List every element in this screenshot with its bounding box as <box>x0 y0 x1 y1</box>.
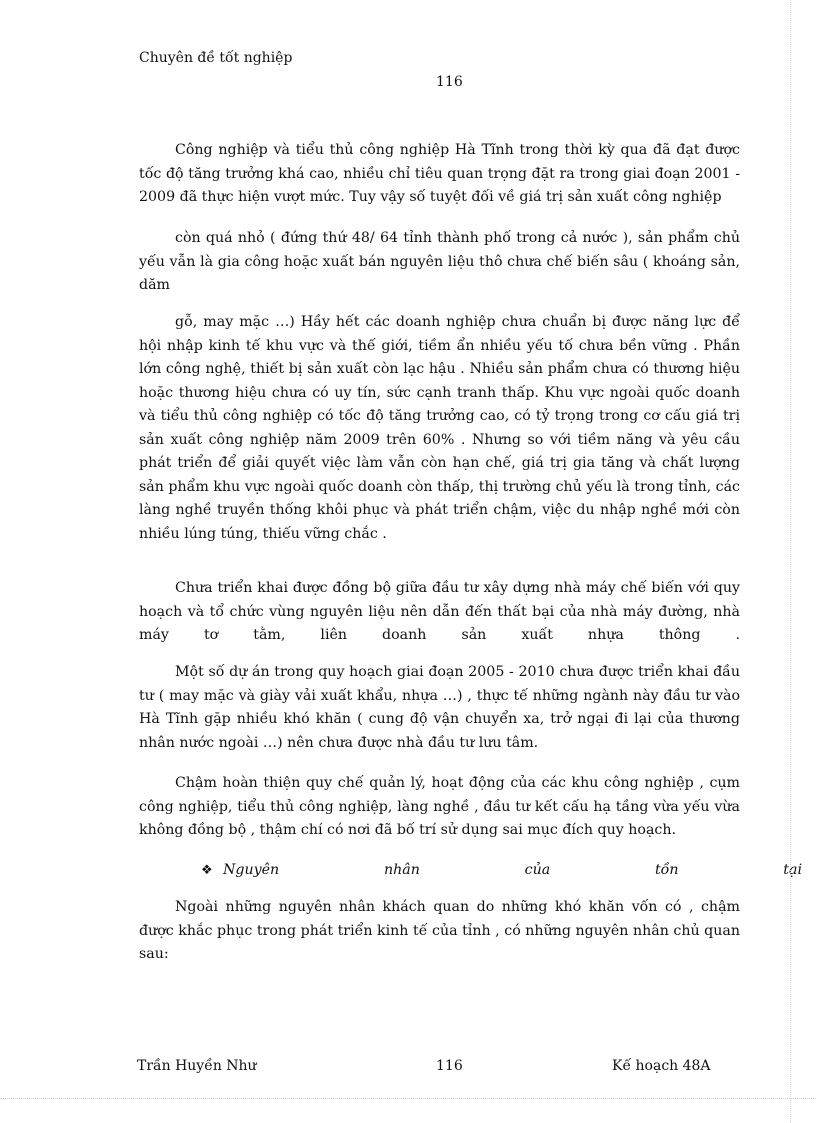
paragraph-2: còn quá nhỏ ( đứng thứ 48/ 64 tỉnh thành phố trong cả nước ), sản phẩm chủ yếu vẫn là gia công hoặc xuất bán nguyên liệu thô chưa chế biến sâu ( khoáng sản, dăm <box>139 230 740 293</box>
paragraph-6: Chậm hoàn thiện quy chế quản lý, hoạt động của các khu công nghiệp , cụm công nghiệp, tiểu thủ công nghiệp, làng nghề , đầu tư kết cấu hạ tầng vừa yếu vừa không đồng bộ , thậm chí có nơi đã bố trí sử dụng sai mục đích quy hoạch. <box>139 775 740 838</box>
page-right-divider <box>790 0 791 1123</box>
page-bottom-divider <box>0 1098 816 1099</box>
paragraph-4: Chưa triển khai được đồng bộ giữa đầu tư xây dựng nhà máy chế biến với quy hoạch và tổ chức vùng nguyên liệu nên dẫn đến thất bại của nhà máy đường, nhà máy tơ tằm, liên doanh sản xuất nhựa thông . <box>139 580 740 643</box>
header-page-number: 116 <box>436 74 463 90</box>
paragraph-1: Công nghiệp và tiểu thủ công nghiệp Hà Tĩnh trong thời kỳ qua đã đạt được tốc độ tăng trưởng khá cao, nhiều chỉ tiêu quan trọng đặt ra trong giai đoạn 2001 - 2009 đã thực hiện vượt mức. Tuy vậy số tuyệt đối về giá trị sản xuất công nghiệp <box>139 142 740 205</box>
header-title: Chuyên đề tốt nghiệp <box>139 50 293 66</box>
footer-author: Trần Huyền Như <box>137 1058 257 1074</box>
diamond-bullet-icon: ❖ <box>201 863 213 878</box>
paragraph-3: gỗ, may mặc …) Hầy hết các doanh nghiệp chưa chuẩn bị được năng lực để hội nhập kinh tế khu vực và thế giới, tiềm ẩn nhiều yếu tố chưa bền vững . Phần lớn công nghệ, thiết bị sản xuất còn lạc hậu . Nhiều sản phẩm chưa có thương hiệu hoặc thương hiệu chưa có uy tín, sức cạnh tranh thấp. Khu vực ngoài quốc doanh và tiểu thủ công nghiệp có tốc độ tăng trưởng cao, có tỷ trọng trong cơ cấu giá trị sản xuất công nghiệp năm 2009 trên 60% . Nhưng so với tiềm năng và yêu cầu phát triển để giải quyết việc làm vẫn còn hạn chế, giá trị gia tăng và chất lượng sản phẩm khu vực ngoài quốc doanh còn thấp, thị trường chủ yếu là trong tỉnh, các làng nghề truyền thống khôi phục và phát triển chậm, việc du nhập nghề mới còn nhiều lúng túng, thiếu vững chắc . <box>139 314 740 542</box>
footer-class: Kế hoạch 48A <box>612 1058 711 1074</box>
paragraph-7: Ngoài những nguyên nhân khách quan do những khó khăn vốn có , chậm được khắc phục trong phát triển kinh tế của tỉnh , có những nguyên nhân chủ quan sau: <box>139 899 740 962</box>
footer-page-number: 116 <box>436 1058 463 1074</box>
section-heading <box>139 859 802 883</box>
section-heading-text: Nguyên nhân của tồn tại <box>223 862 802 878</box>
paragraph-5: Một số dự án trong quy hoạch giai đoạn 2005 - 2010 chưa được triển khai đầu tư ( may mặc và giày vải xuất khẩu, nhựa …) , thực tế những ngành này đầu tư vào Hà Tĩnh gặp nhiều khó khăn ( cung độ vận chuyển xa, trở ngại đi lại của thương nhân nước ngoài …) nên chưa được nhà đầu tư lưu tâm. <box>139 664 740 751</box>
